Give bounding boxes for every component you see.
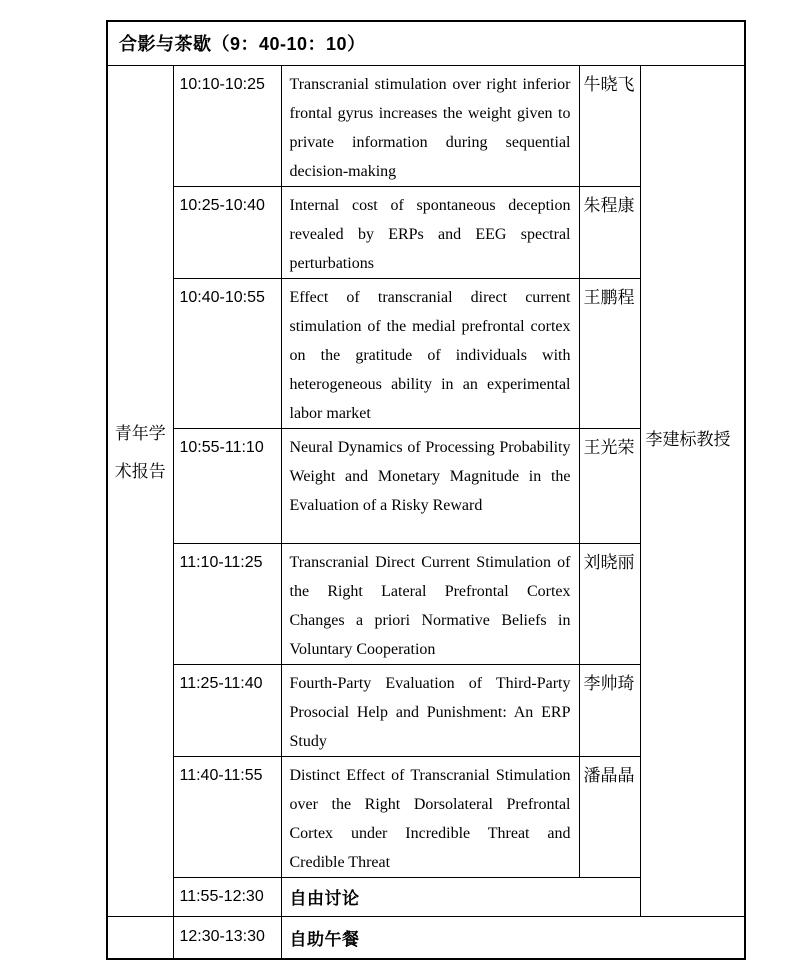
session-speaker: 朱程康: [579, 186, 640, 278]
lunch-row: [107, 916, 745, 959]
session-time: 11:25-11:40: [173, 664, 281, 756]
section-label: 青年学术报告: [107, 65, 173, 916]
session-title: Internal cost of spontaneous deception revealed by ERPs and EEG spectral perturbations: [281, 186, 579, 278]
lunch-label: 自助午餐: [281, 916, 745, 959]
session-time: 10:55-11:10: [173, 428, 281, 543]
session-title: Fourth-Party Evaluation of Third-Party Prosocial Help and Punishment: An ERP Study: [281, 664, 579, 756]
session-speaker: 牛晓飞: [579, 65, 640, 186]
chair-label: 李建标教授: [640, 65, 745, 916]
session-row: [107, 65, 745, 186]
session-speaker: 李帅琦: [579, 664, 640, 756]
session-speaker: 王光荣: [579, 428, 640, 543]
break-header-row: [107, 21, 745, 65]
session-title: Transcranial Direct Current Stimulation of the Right Lateral Prefrontal Cortex Changes a priori Normative Beliefs in Voluntary Cooperation: [281, 543, 579, 664]
session-time: 11:10-11:25: [173, 543, 281, 664]
empty-cell: [107, 916, 173, 959]
session-speaker: 刘晓丽: [579, 543, 640, 664]
session-title: Transcranial stimulation over right inferior frontal gyrus increases the weight given to private information during sequential decision-making: [281, 65, 579, 186]
discussion-label: 自由讨论: [281, 877, 640, 916]
session-speaker: 王鹏程: [579, 278, 640, 428]
lunch-time: 12:30-13:30: [173, 916, 281, 959]
session-speaker: 潘晶晶: [579, 756, 640, 877]
session-time: 11:40-11:55: [173, 756, 281, 877]
session-title: Distinct Effect of Transcranial Stimulation over the Right Dorsolateral Prefrontal Cortex under Incredible Threat and Credible Threat: [281, 756, 579, 877]
session-time: 10:40-10:55: [173, 278, 281, 428]
session-time: 10:25-10:40: [173, 186, 281, 278]
conference-schedule-table: [106, 20, 746, 960]
session-title: Neural Dynamics of Processing Probability Weight and Monetary Magnitude in the Evaluation of a Risky Reward: [281, 428, 579, 543]
session-time: 10:10-10:25: [173, 65, 281, 186]
break-header-label: 合影与茶歇（9：40-10：10）: [107, 21, 745, 65]
discussion-time: 11:55-12:30: [173, 877, 281, 916]
session-title: Effect of transcranial direct current stimulation of the medial prefrontal cortex on the gratitude of individuals with heterogeneous ability in an experimental labor market: [281, 278, 579, 428]
